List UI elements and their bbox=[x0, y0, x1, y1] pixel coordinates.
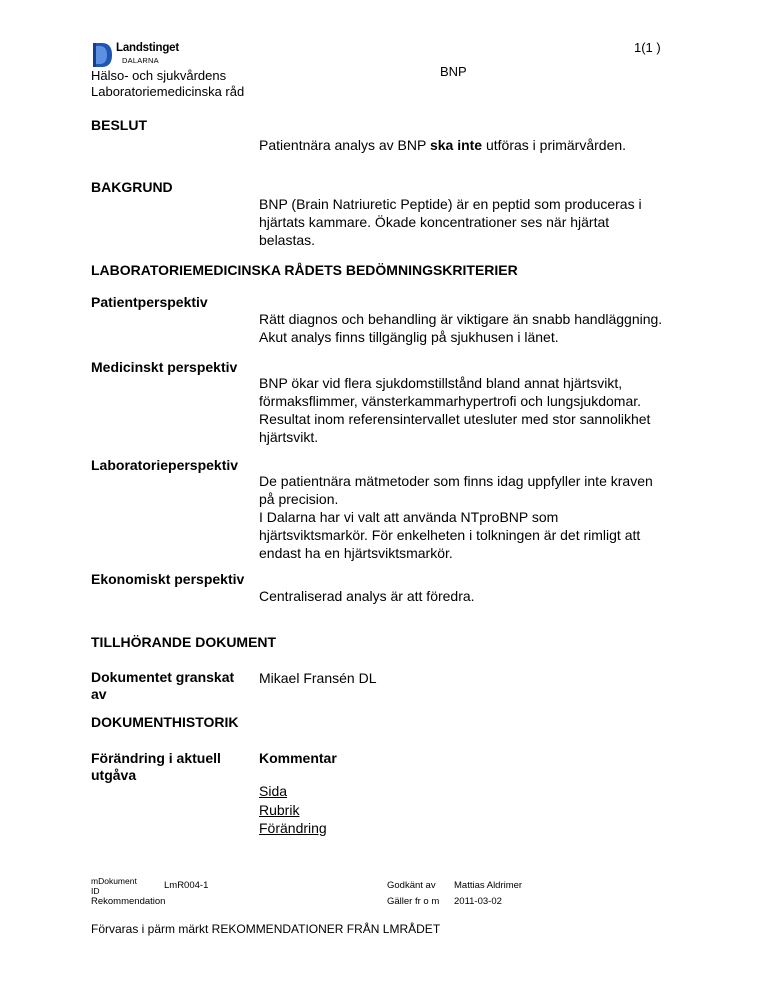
ekonomiskt-line: Centraliserad analys är att föredra. bbox=[259, 588, 475, 604]
granskat-label-line1: Dokumentet granskat bbox=[91, 669, 235, 685]
granskat-label-line2: av bbox=[91, 686, 107, 702]
footer-valid-value: 2011-03-02 bbox=[454, 896, 502, 907]
laboratorie-line: De patientnära mätmetoder som finns idag uppfyller inte kraven bbox=[259, 473, 653, 489]
bakgrund-heading: BAKGRUND bbox=[91, 179, 173, 195]
footer-valid-label: Gäller fr o m bbox=[387, 896, 440, 907]
org-line1: Hälso- och sjukvårdens bbox=[91, 68, 227, 83]
historik-col1-line2: utgåva bbox=[91, 767, 137, 783]
footer-approved-label: Godkänt av bbox=[387, 880, 436, 891]
laboratorie-line: på precision. bbox=[259, 491, 339, 507]
medicinskt-label: Medicinskt perspektiv bbox=[91, 359, 238, 375]
historik-heading: DOKUMENTHISTORIK bbox=[91, 714, 239, 730]
beslut-text bbox=[259, 136, 626, 154]
footer-doc-label bbox=[91, 876, 137, 896]
laboratorie-label: Laboratorieperspektiv bbox=[91, 457, 239, 473]
granskat-label bbox=[91, 669, 234, 703]
patient-label: Patientperspektiv bbox=[91, 294, 208, 310]
historik-col1-line1: Förändring i aktuell bbox=[91, 750, 221, 766]
ekonomiskt-label: Ekonomiskt perspektiv bbox=[91, 571, 245, 587]
medicinskt-line: förmaksflimmer, vänsterkammarhypertrofi och lungsjukdomar. bbox=[259, 393, 642, 409]
logo-name: Landstinget bbox=[116, 42, 179, 54]
kriterier-heading: LABORATORIEMEDICINSKA RÅDETS BEDÖMNINGSKRITERIER bbox=[91, 262, 518, 278]
bakgrund-line: BNP (Brain Natriuretic Peptide) är en peptid som produceras i bbox=[259, 196, 642, 212]
beslut-text-before: Patientnära analys av BNP bbox=[259, 137, 430, 153]
footer-doc-id: LmR004-1 bbox=[164, 880, 209, 891]
link-rubrik[interactable]: Rubrik bbox=[259, 801, 300, 818]
link-forandring[interactable]: Förändring bbox=[259, 820, 327, 836]
logo-sub: DALARNA bbox=[122, 56, 159, 65]
storage-note: Förvaras i pärm märkt REKOMMENDATIONER FRÅN LMRÅDET bbox=[91, 922, 441, 936]
laboratorie-line: endast ha en hjärtsviktsmarkör. bbox=[259, 545, 453, 561]
page-number: 1(1 ) bbox=[634, 40, 661, 55]
tillhorande-heading: TILLHÖRANDE DOKUMENT bbox=[91, 634, 277, 650]
footer-doc-type: Rekommendation bbox=[91, 896, 166, 907]
landstinget-logo-icon bbox=[91, 42, 113, 68]
bakgrund-line: hjärtats kammare. Ökade koncentrationer ses när hjärtat bbox=[259, 214, 610, 230]
laboratorie-line: hjärtsviktsmarkör. För enkelheten i tolkningen är det rimligt att bbox=[259, 527, 641, 543]
bakgrund-text bbox=[259, 195, 642, 249]
footer-approved-value: Mattias Aldrimer bbox=[454, 880, 523, 891]
beslut-heading: BESLUT bbox=[91, 117, 147, 133]
medicinskt-line: BNP ökar vid flera sjukdomstillstånd bland annat hjärtsvikt, bbox=[259, 375, 623, 391]
patient-line: Rätt diagnos och behandling är viktigare än snabb handläggning. bbox=[259, 311, 663, 327]
historik-links bbox=[259, 782, 327, 838]
ekonomiskt-text bbox=[259, 587, 475, 605]
landstinget-logo bbox=[91, 42, 201, 68]
bakgrund-line: belastas. bbox=[259, 232, 316, 248]
org-line2: Laboratoriemedicinska råd bbox=[91, 84, 245, 99]
patient-line: Akut analys finns tillgänglig på sjukhusen i länet. bbox=[259, 329, 559, 345]
document-name: BNP bbox=[440, 64, 467, 79]
beslut-text-bold: ska inte bbox=[429, 137, 483, 153]
historik-col2: Kommentar bbox=[259, 750, 337, 766]
medicinskt-line: Resultat inom referensintervallet utesluter med stor sannolikhet bbox=[259, 411, 651, 427]
medicinskt-text bbox=[259, 374, 650, 446]
footer-doc-label-line1: mDokument bbox=[91, 876, 137, 886]
footer-doc-label-line2: ID bbox=[91, 886, 100, 896]
beslut-text-after: utföras i primärvården. bbox=[482, 137, 627, 153]
patient-text bbox=[259, 310, 662, 346]
historik-col1 bbox=[91, 750, 221, 784]
medicinskt-line: hjärtsvikt. bbox=[259, 429, 319, 445]
granskat-value: Mikael Fransén DL bbox=[259, 670, 377, 686]
laboratorie-line: I Dalarna har vi valt att använda NTproBNP som bbox=[259, 509, 559, 525]
laboratorie-text bbox=[259, 472, 653, 562]
link-sida[interactable]: Sida bbox=[259, 783, 288, 799]
